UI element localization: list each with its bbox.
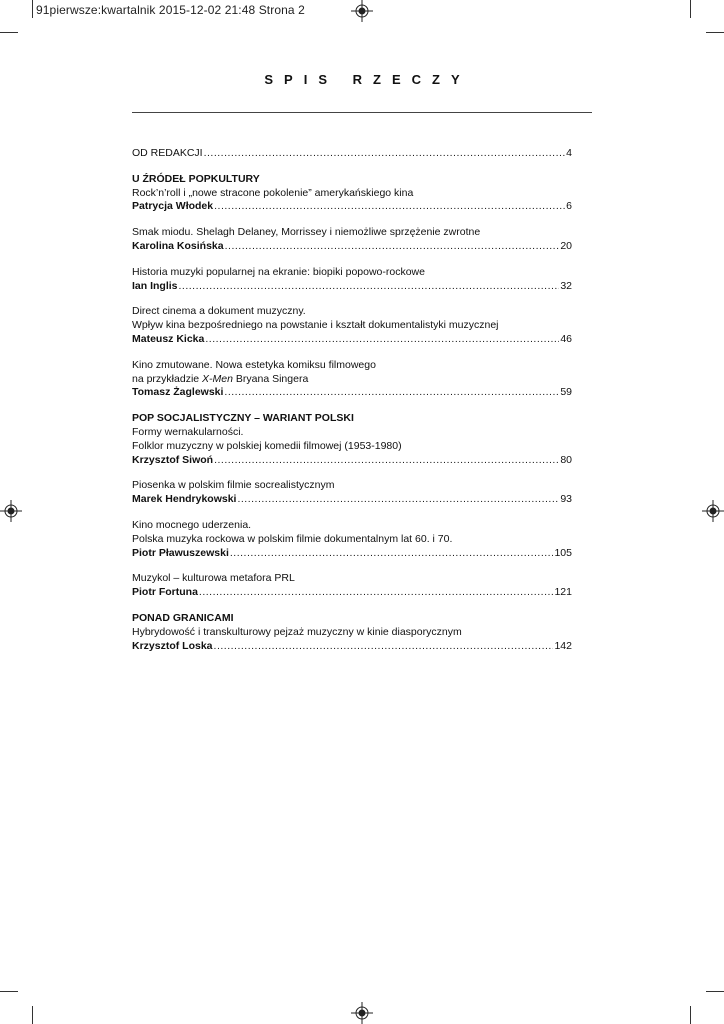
toc-entry-subtitle xyxy=(132,373,572,387)
toc-section-heading: POP SOCJALISTYCZNY – WARIANT POLSKI xyxy=(132,412,354,425)
toc-page-number: 46 xyxy=(560,332,572,345)
toc-entry-title: Muzykol – kulturowa metafora PRL xyxy=(132,572,295,585)
toc-page-number: 121 xyxy=(554,586,572,599)
toc-page-number: 80 xyxy=(560,453,572,466)
dot-leader xyxy=(214,454,559,468)
toc-entry-author: Mateusz Kicka xyxy=(132,332,205,345)
toc-entry-title: Smak miodu. Shelagh Delaney, Morrissey i niemożliwe sprzężenie zwrotne xyxy=(132,226,481,239)
toc-entry-author: Marek Hendrykowski xyxy=(132,493,237,506)
toc-entry-title: Historia muzyki popularnej na ekranie: biopiki popowo-rockowe xyxy=(132,265,425,278)
toc-entry-title: Kino zmutowane. Nowa estetyka komiksu filmowego xyxy=(132,358,376,371)
dot-leader xyxy=(204,147,566,161)
toc-entry[interactable] xyxy=(132,333,572,347)
subtitle-post: Bryana Singera xyxy=(232,372,309,385)
toc-entry-author: Piotr Pławuszewski xyxy=(132,546,229,559)
dot-leader xyxy=(214,200,565,214)
registration-mark-left xyxy=(0,500,22,522)
toc-entry[interactable] xyxy=(132,640,572,654)
registration-mark-right xyxy=(702,500,724,522)
toc-entry-od-redakcji[interactable] xyxy=(132,147,572,161)
registration-mark-top xyxy=(351,0,373,22)
dot-leader xyxy=(179,280,560,294)
toc-page-number: 6 xyxy=(566,200,572,213)
toc-page-number: 4 xyxy=(566,147,572,159)
toc-page-number: 20 xyxy=(560,239,572,252)
toc-entry[interactable] xyxy=(132,386,572,400)
subtitle-pre: na przykładzie xyxy=(132,372,203,385)
dot-leader xyxy=(199,586,554,600)
dot-leader xyxy=(230,547,554,561)
toc-entry-title: Formy wernakularności. xyxy=(132,425,244,438)
toc-entry-subtitle: Polska muzyka rockowa w polskim filmie dokumentalnym lat 60. i 70. xyxy=(132,532,453,545)
toc-entry-title: Direct cinema a dokument muzyczny. xyxy=(132,305,306,318)
toc-entry-author: Patrycja Włodek xyxy=(132,200,214,213)
toc-entry-author: Krzysztof Loska xyxy=(132,639,213,652)
registration-mark-bottom xyxy=(351,1002,373,1024)
printer-slug: 91pierwsze:kwartalnik 2015-12-02 21:48 Strona 2 xyxy=(36,3,305,17)
toc-entry[interactable] xyxy=(132,547,572,561)
page-title: SPIS RZECZY xyxy=(264,72,471,87)
dot-leader xyxy=(224,386,559,400)
toc-page-number: 93 xyxy=(560,493,572,506)
toc-page-number: 32 xyxy=(560,279,572,292)
toc-entry-author: Tomasz Żaglewski xyxy=(132,386,224,399)
toc-entry[interactable] xyxy=(132,280,572,294)
toc-page-number: 142 xyxy=(554,639,572,652)
toc-entry-title: Piosenka w polskim filmie socrealistycznym xyxy=(132,479,335,492)
toc-entry-title: Hybrydowość i transkulturowy pejzaż muzyczny w kinie diasporycznym xyxy=(132,625,462,638)
toc-entry-author: Piotr Fortuna xyxy=(132,586,198,599)
toc-entry[interactable] xyxy=(132,586,572,600)
dot-leader xyxy=(237,493,559,507)
toc-entry-author: Krzysztof Siwoń xyxy=(132,453,214,466)
toc-section-heading: PONAD GRANICAMI xyxy=(132,611,234,624)
toc-entry-subtitle: Folklor muzyczny w polskiej komedii filmowej (1953-1980) xyxy=(132,439,402,452)
toc-entry-subtitle: Wpływ kina bezpośredniego na powstanie i kształt dokumentalistyki muzycznej xyxy=(132,319,499,332)
toc-entry[interactable] xyxy=(132,200,572,214)
toc-entry-title: Kino mocnego uderzenia. xyxy=(132,518,252,531)
dot-leader xyxy=(214,640,554,654)
dot-leader xyxy=(225,240,560,254)
toc-entry-label: OD REDAKCJI xyxy=(132,147,203,159)
toc-entry[interactable] xyxy=(132,454,572,468)
toc-page-number: 59 xyxy=(560,386,572,399)
toc-entry-title: Rock’n’roll i „nowe stracone pokolenie” amerykańskiego kina xyxy=(132,186,414,199)
dot-leader xyxy=(205,333,559,347)
toc-entry[interactable] xyxy=(132,240,572,254)
table-of-contents xyxy=(132,147,572,653)
toc-section-heading: U ŹRÓDEŁ POPKULTURY xyxy=(132,172,260,185)
toc-entry[interactable] xyxy=(132,493,572,507)
toc-entry-author: Ian Inglis xyxy=(132,279,178,292)
title-rule xyxy=(132,112,592,113)
subtitle-italic: X-Men xyxy=(202,372,233,385)
toc-entry-author: Karolina Kosińska xyxy=(132,239,224,252)
toc-page-number: 105 xyxy=(554,546,572,559)
